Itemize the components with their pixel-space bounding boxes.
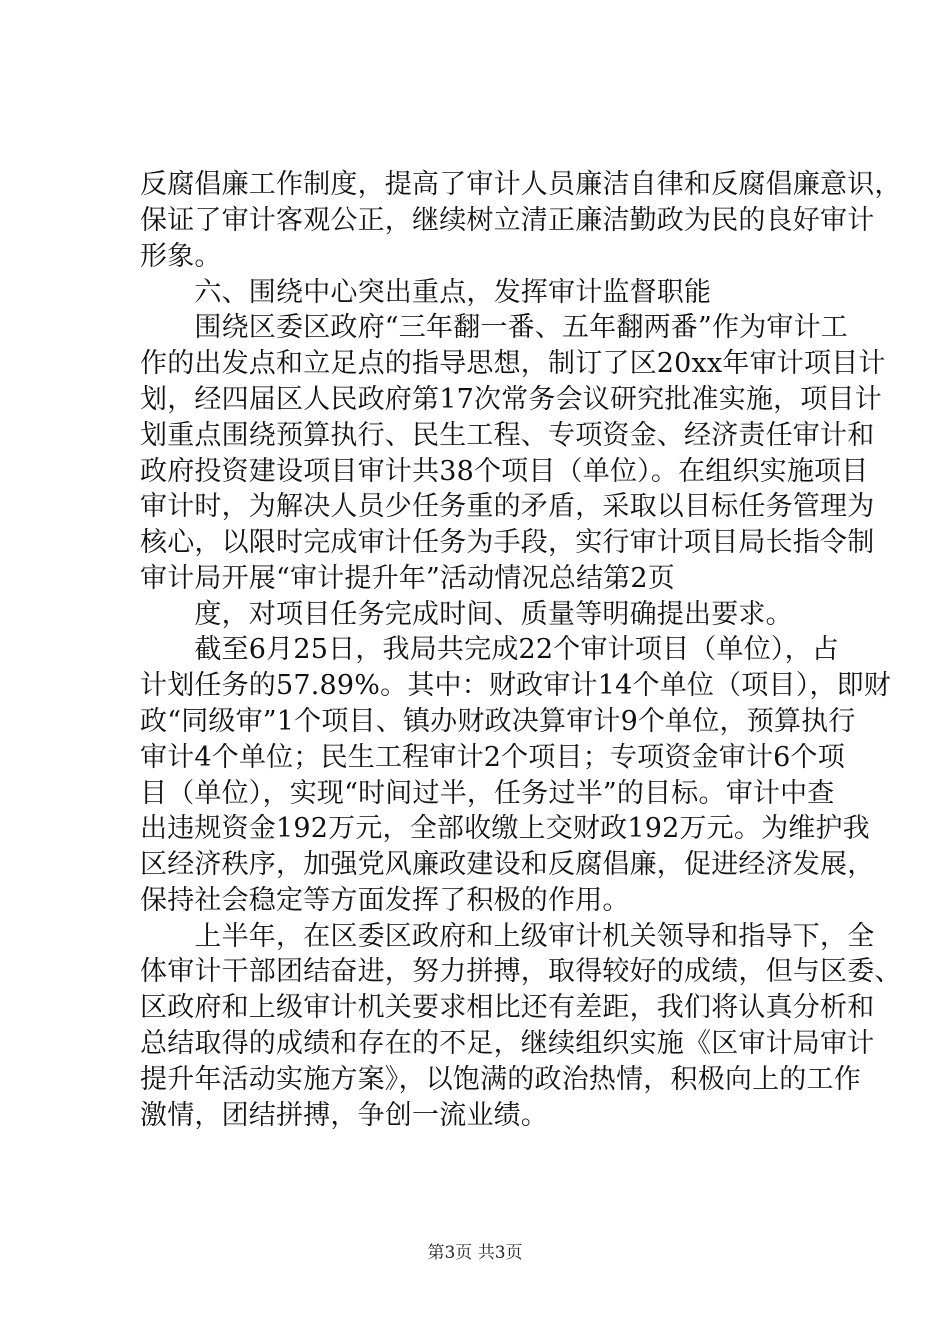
text-line: 激情，团结拼搏，争创一流业绩。 xyxy=(140,1100,548,1131)
text-line: 目（单位），实现“时间过半，任务过半”的目标。审计中查 xyxy=(140,778,835,809)
text-line: 截至6月25日，我局共完成22个审计项目（单位），占 xyxy=(140,634,839,665)
text-line: 提升年活动实施方案》，以饱满的政治热情，积极向上的工作 xyxy=(140,1064,861,1095)
text-line: 形象。 xyxy=(140,241,222,272)
text-line: 反腐倡廉工作制度，提高了审计人员廉洁自律和反腐倡廉意识， xyxy=(140,169,902,200)
text-line: 出违规资金192万元，全部收缴上交财政192万元。为维护我 xyxy=(140,813,870,844)
text-line: 作的出发点和立足点的指导思想，制订了区20xx年审计项目计 xyxy=(140,348,886,379)
text-line: 审计时，为解决人员少任务重的矛盾，采取以目标任务管理为 xyxy=(140,491,875,522)
page-footer: 第3页 共3页 xyxy=(427,1243,523,1263)
text-line: 划重点围绕预算执行、民生工程、专项资金、经济责任审计和 xyxy=(140,420,875,451)
section-heading: 六、围绕中心突出重点，发挥审计监督职能 xyxy=(140,277,712,308)
text-line: 总结取得的成绩和存在的不足，继续组织实施《区审计局审计 xyxy=(140,1028,875,1059)
text-line: 上半年，在区委区政府和上级审计机关领导和指导下，全 xyxy=(140,921,875,952)
text-line: 围绕区委区政府“三年翻一番、五年翻两番”作为审计工 xyxy=(140,312,849,343)
page-break-title: 审计局开展“审计提升年”活动情况总结第2页 xyxy=(140,563,675,594)
text-line: 保持社会稳定等方面发挥了积极的作用。 xyxy=(140,885,630,916)
text-line: 保证了审计客观公正，继续树立清正廉洁勤政为民的良好审计 xyxy=(140,205,875,236)
text-line: 体审计干部团结奋进，努力拼搏，取得较好的成绩，但与区委、 xyxy=(140,956,902,987)
text-line: 区经济秩序，加强党风廉政建设和反腐倡廉，促进经济发展， xyxy=(140,849,875,880)
text-line: 度，对项目任务完成时间、质量等明确提出要求。 xyxy=(140,599,793,630)
text-line: 计划任务的57.89%。其中：财政审计14个单位（项目），即财 xyxy=(140,670,892,701)
text-line: 政“同级审”1个项目、镇办财政决算审计9个单位，预算执行 xyxy=(140,706,856,737)
text-line: 审计4个单位；民生工程审计2个项目；专项资金审计6个项 xyxy=(140,742,845,773)
text-line: 核心，以限时完成审计任务为手段，实行审计项目局长指令制 xyxy=(140,527,875,558)
text-line: 区政府和上级审计机关要求相比还有差距，我们将认真分析和 xyxy=(140,992,875,1023)
text-line: 政府投资建设项目审计共38个项目（单位）。在组织实施项目 xyxy=(140,456,869,487)
text-line: 划，经四届区人民政府第17次常务会议研究批准实施，项目计 xyxy=(140,384,882,415)
